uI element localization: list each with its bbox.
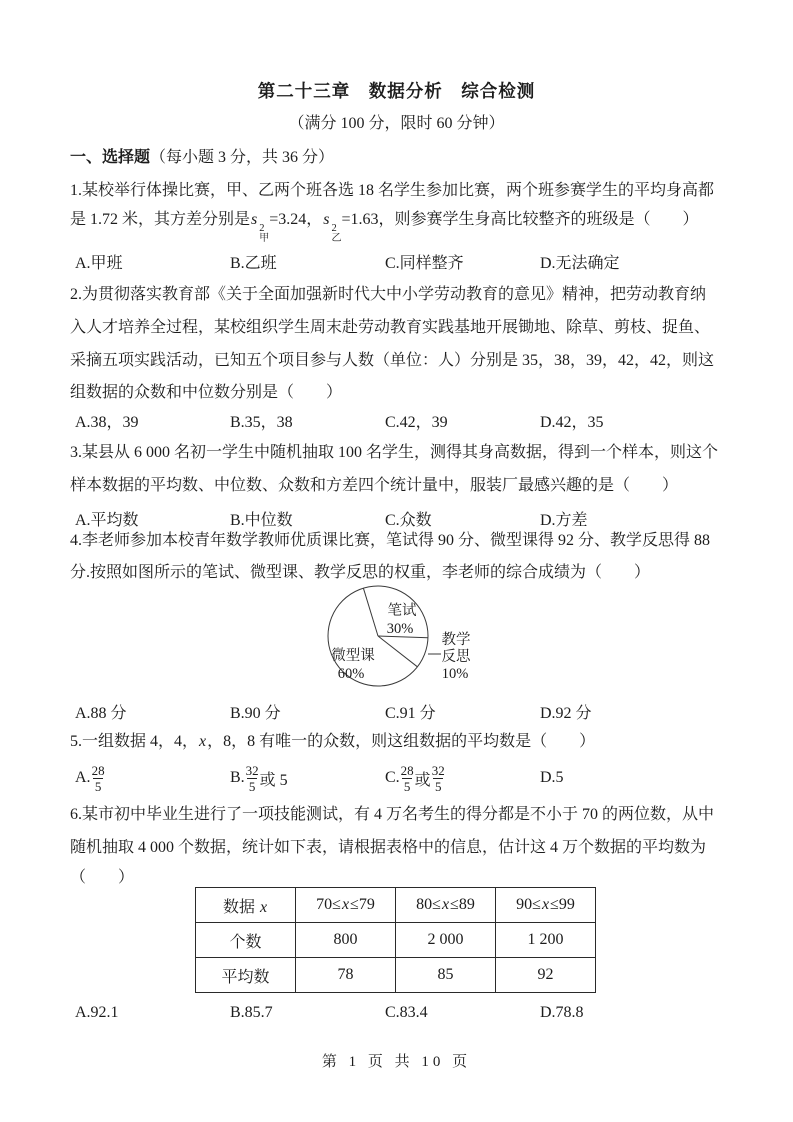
fraction-num: 32 (431, 762, 445, 778)
fraction-den: 5 (248, 778, 256, 794)
fraction-den: 5 (403, 778, 411, 794)
range-post: ≤89 (450, 896, 475, 913)
fraction-num: 28 (91, 762, 105, 778)
q2-line-1: 2.为贯彻落实教育部《关于全面加强新时代大中小学劳动教育的意见》精神，把劳动教育纳 (70, 286, 707, 303)
range-var: x (441, 896, 450, 913)
variance-sub-yi: 乙 (331, 233, 342, 244)
q6-line-2: 随机抽取 4 000 个数据，统计如下表，请根据表格中的信息，估计这 4 万个数据的平均数为 (70, 839, 707, 856)
q2-option-b: B.35，38 (230, 414, 293, 431)
q3-option-d: D.方差 (540, 512, 588, 529)
pie-label-jiaoxue: 教学 (441, 632, 471, 648)
page-subtitle: （满分 100 分，限时 60 分钟） (288, 115, 505, 132)
variance-sup-yi: 2 (331, 223, 337, 234)
q3-option-b: B.中位数 (230, 512, 293, 529)
q5-option-c-label: C. (385, 769, 400, 786)
data-label: 数据 (222, 898, 259, 916)
q5-line-1 (70, 731, 738, 752)
q4-option-c: C.91 分 (385, 705, 436, 722)
fraction-den: 5 (434, 778, 442, 794)
variance-symbol-yi: s (323, 211, 330, 228)
table-cell-range-3 (496, 888, 596, 923)
section-heading-bold: 一、选择题 (70, 149, 151, 166)
table-cell-range-2 (396, 888, 496, 923)
fraction-num: 32 (245, 762, 259, 778)
variance-sub-jia: 甲 (259, 233, 270, 244)
q5-line-pre: 5.一组数据 4，4， (70, 733, 199, 750)
q4-line-2: 分.按照如图所示的笔试、微型课、教学反思的权重，李老师的综合成绩为（ ） (70, 564, 651, 581)
q6-options (75, 1004, 735, 1022)
q5-option-b-label: B. (230, 769, 245, 786)
q5-option-c (385, 755, 540, 801)
q5-variable-x: x (199, 733, 207, 750)
q4-options (75, 700, 735, 723)
q4-option-a: A.88 分 (75, 705, 127, 722)
q2-options (75, 409, 735, 432)
q3-options (75, 507, 735, 530)
table-cell-value: 1 200 (496, 923, 596, 958)
pie-slice-line-lower (378, 636, 417, 667)
q5-options (75, 755, 735, 801)
q2-option-d: D.42，35 (540, 414, 604, 431)
table-cell-value: 800 (296, 923, 396, 958)
fraction-32-5 (246, 763, 259, 794)
pie-value-jiaoxuefansi: 10% (441, 666, 469, 682)
q1-line-1: 1.某校举行体操比赛，甲、乙两个班各选 18 名学生参加比赛，两个班参赛学生的平均身高都 (70, 182, 715, 199)
q1-option-a: A.甲班 (75, 255, 123, 272)
q3-option-a: A.平均数 (75, 512, 139, 529)
q4-option-b: B.90 分 (230, 705, 281, 722)
q6-option-a: A.92.1 (75, 1004, 119, 1022)
q6-line-3: （ ） (70, 869, 135, 886)
q6-option-b: B.85.7 (230, 1004, 273, 1022)
variance-supsub-yi (331, 224, 342, 244)
variance-symbol-jia: s (251, 211, 258, 228)
q1-line-2 (70, 209, 738, 244)
range-pre: 70≤ (316, 896, 341, 913)
table-row-average (196, 958, 596, 993)
q1-option-c: C.同样整齐 (385, 255, 464, 272)
q5-option-a-label: A. (75, 769, 91, 786)
q4-option-d: D.92 分 (540, 705, 592, 722)
q5-option-d: D.5 (540, 769, 564, 786)
q5-line-post: ，8，8 有唯一的众数，则这组数据的平均数是（ ） (207, 733, 596, 750)
page-number-footer: 第 1 页 共 10 页 (321, 1054, 472, 1070)
table-cell-value: 2 000 (396, 923, 496, 958)
q1-line-2-post: =1.63，则参赛学生身高比较整齐的班级是（ ） (341, 211, 699, 228)
variance-supsub-jia (258, 224, 269, 244)
page-title: 第二十三章 数据分析 综合检测 (257, 81, 536, 101)
table-cell-value: 92 (496, 958, 596, 993)
fraction-32-5 (432, 763, 445, 794)
pie-value-weixingke: 60% (337, 666, 365, 682)
fraction-28-5 (401, 763, 414, 794)
table-cell-label: 个数 (196, 923, 296, 958)
table-cell-range-1 (296, 888, 396, 923)
q1-options (75, 250, 735, 273)
q4-line-1: 4.李老师参加本校青年数学教师优质课比赛，笔试得 90 分、微型课得 92 分、教学反思得 88 (70, 532, 711, 549)
q5-option-a (75, 755, 230, 801)
range-var: x (541, 896, 550, 913)
pie-chart (298, 582, 538, 698)
pie-label-weixingke: 微型课 (331, 648, 375, 664)
table-cell-value: 78 (296, 958, 396, 993)
range-post: ≤99 (550, 896, 575, 913)
range-pre: 90≤ (516, 896, 541, 913)
q5-option-c-mid: 或 (414, 771, 431, 789)
fraction-28-5 (92, 763, 105, 794)
range-var: x (341, 896, 350, 913)
variance-sup-jia: 2 (259, 223, 265, 234)
section-heading (70, 144, 334, 167)
q1-option-b: B.乙班 (230, 255, 277, 272)
q5-option-b (230, 755, 385, 801)
table-cell-label: 平均数 (196, 958, 296, 993)
q6-option-c: C.83.4 (385, 1004, 428, 1022)
q1-line-2-mid: =3.24， (269, 211, 323, 228)
q3-option-c: C.众数 (385, 512, 432, 529)
data-var-x: x (259, 898, 268, 916)
pie-value-bishi: 30% (386, 621, 414, 637)
fraction-den: 5 (94, 778, 102, 794)
pie-label-fansi: 反思 (441, 649, 471, 665)
score-table (195, 887, 596, 993)
pie-label-bishi: 笔试 (387, 603, 417, 619)
q3-line-2: 样本数据的平均数、中位数、众数和方差四个统计量中，服装厂最感兴趣的是（ ） (70, 477, 679, 494)
table-cell-data-x (196, 888, 296, 923)
table-cell-value: 85 (396, 958, 496, 993)
fraction-num: 28 (400, 762, 414, 778)
q2-option-a: A.38，39 (75, 414, 139, 431)
q6-option-d: D.78.8 (540, 1004, 584, 1022)
q2-line-4: 组数据的众数和中位数分别是（ ） (70, 384, 343, 401)
q2-line-2: 入人才培养全过程，某校组织学生周末赴劳动教育实践基地开展锄地、除草、剪枝、捉鱼、 (70, 319, 711, 336)
q3-line-1: 3.某县从 6 000 名初一学生中随机抽取 100 名学生，测得其身高数据，得到一个样本，则这个 (70, 444, 719, 461)
range-post: ≤79 (350, 896, 375, 913)
q5-option-b-suffix: 或 5 (259, 771, 288, 789)
pie-slice-line-top (363, 588, 378, 636)
table-header-row (196, 888, 596, 923)
q2-line-3: 采摘五项实践活动，已知五个项目参与人数（单位：人）分别是 35，38，39，42，42，则这 (70, 352, 715, 369)
q1-line-2-pre: 是 1.72 米，其方差分别是 (70, 211, 251, 228)
q6-line-1: 6.某市初中毕业生进行了一项技能测试，有 4 万名考生的得分都是不小于 70 的两位数，从中 (70, 806, 715, 823)
q1-option-d: D.无法确定 (540, 255, 620, 272)
q2-option-c: C.42，39 (385, 414, 448, 431)
range-pre: 80≤ (416, 896, 441, 913)
table-row-count (196, 923, 596, 958)
section-heading-rest: （每小题 3 分，共 36 分） (150, 149, 335, 166)
